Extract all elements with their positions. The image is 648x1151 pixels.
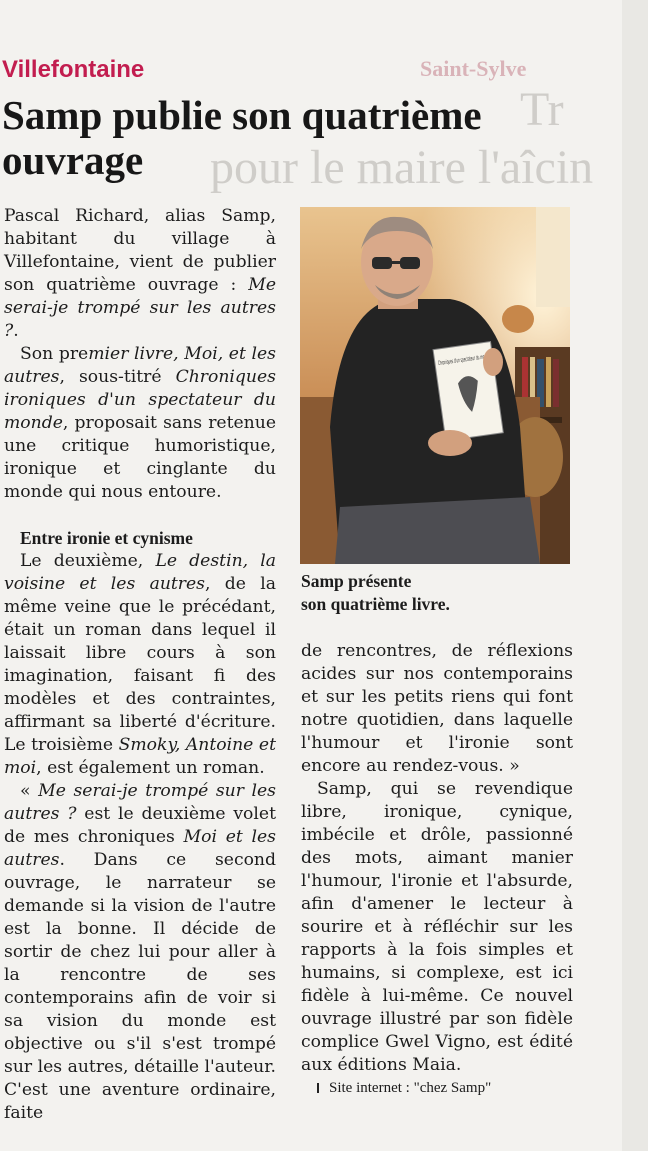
article-kicker: Villefontaine	[2, 56, 145, 83]
paragraph-portrait: Samp, qui se revendique libre, ironique, cynique, imbécile et drôle, passionné des mots, aimant manier l'humour, l'ironie et l'absurde, afin d'amener le lecteur à sourire et à réfléchir sur les rapports à la fois simples et humains, si complexe, est ici fidèle à lui-même. Ce nouvel ouvrage illustré par son fidèle complice Gwel Vigno, est édité aux éditions Maia.	[301, 779, 573, 1075]
paragraph-other-books: Le deuxième, Le destin, la voisine et les autres, de la même veine que le précédant, était un roman dans lequel il laissait libre cours à son imagination, faisant fi des modèles et des contraintes, affirmant sa liberté d'écriture. Le troisième Smoky, Antoine et moi, est également un roman.	[4, 551, 276, 778]
neighbour-headline-line-1: Tr	[520, 83, 564, 136]
page-edge	[622, 0, 648, 1151]
article-column-left	[4, 205, 276, 1125]
paragraph-first-book: Son premier livre, Moi, et les autres, sous-titré Chroniques ironiques d'un spectateur du monde, proposait sans retenue une critique humoristique, ironique et cinglante du monde qui nous entoure.	[4, 344, 276, 502]
author-photo	[300, 207, 570, 564]
paragraph-continuation: de rencontres, de réflexions acides sur nos contemporains et sur les petits riens qui font notre quotidien, dans laquelle l'humour et l'ironie sont encore au rendez-vous. »	[301, 641, 573, 776]
article-headline: Samp publie son quatrième ouvrage	[2, 92, 482, 183]
neighbour-article-heading: Saint-Sylve	[420, 56, 527, 81]
article-subheading: Entre ironie et cynisme	[20, 528, 193, 548]
neighbour-headline-line-2: pour le maire l'aîcin	[210, 141, 594, 194]
website-line: Site internet : "chez Samp"	[301, 1077, 573, 1100]
paragraph-quote: « Me serai-je trompé sur les autres ? est le deuxième volet de mes chroniques Moi et les autres. Dans ce second ouvrage, le narrateur se demande si la vision de l'autre est la bonne. Il décide de sortir de chez lui pour aller à la rencontre de ses contemporains afin de voir si sa vision du monde est objective ou s'il s'est trompé sur les autres, détaille l'auteur. C'est une aventure ordinaire, faite	[4, 781, 277, 1123]
article-column-right	[301, 640, 573, 1100]
photo-caption: Samp présente son quatrième livre.	[301, 571, 450, 614]
paragraph-intro: Pascal Richard, alias Samp, habitant du village à Villefontaine, vient de publier son quatrième ouvrage : Me serai-je trompé sur les autres ?.	[4, 206, 276, 341]
